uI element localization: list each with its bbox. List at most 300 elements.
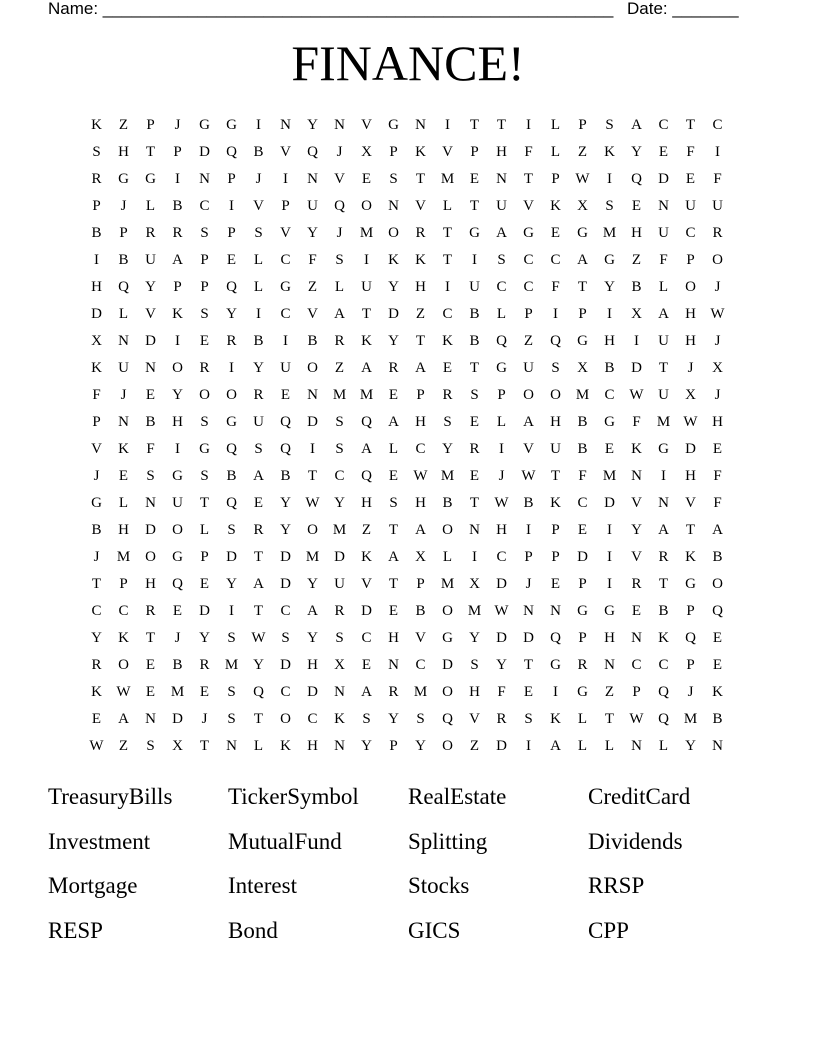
grid-letter: Q xyxy=(226,279,237,295)
grid-letter: I xyxy=(229,360,234,376)
grid-letter: G xyxy=(685,576,696,592)
grid-letter: S xyxy=(362,711,371,727)
word-list-item: MutualFund xyxy=(228,828,342,854)
grid-letter: I xyxy=(310,441,315,457)
grid-letter: E xyxy=(280,387,291,403)
grid-letter: P xyxy=(551,171,560,187)
grid-letter: T xyxy=(415,333,426,349)
grid-letter: V xyxy=(334,171,345,187)
grid-letter: N xyxy=(712,738,723,754)
grid-letter: O xyxy=(712,252,723,268)
grid-letter: M xyxy=(305,549,320,565)
grid-letter: J xyxy=(174,630,181,646)
grid-letter: I xyxy=(607,522,612,538)
word-list-item: TickerSymbol xyxy=(228,784,359,809)
grid-letter: F xyxy=(551,279,560,295)
grid-letter: S xyxy=(281,630,290,646)
grid-letter: L xyxy=(388,441,399,457)
word-list-item: Interest xyxy=(228,873,297,898)
grid-letter: J xyxy=(336,225,343,241)
grid-letter: A xyxy=(361,441,372,457)
grid-letter: S xyxy=(605,198,614,214)
grid-letter: D xyxy=(226,549,237,565)
grid-letter: J xyxy=(525,576,532,592)
grid-letter: P xyxy=(470,144,479,160)
grid-letter: X xyxy=(334,657,345,673)
grid-letter: Y xyxy=(199,630,210,646)
grid-letter: A xyxy=(496,225,507,241)
grid-letter: O xyxy=(685,279,696,295)
grid-letter: S xyxy=(524,711,533,727)
grid-letter: H xyxy=(604,333,615,349)
grid-letter: F xyxy=(686,144,695,160)
grid-letter: T xyxy=(442,225,453,241)
grid-letter: L xyxy=(442,198,453,214)
grid-letter: J xyxy=(714,279,721,295)
word-list-item: CreditCard xyxy=(588,784,691,809)
grid-letter: Q xyxy=(685,630,696,646)
grid-letter: X xyxy=(712,360,723,376)
grid-letter: B xyxy=(118,252,129,268)
grid-letter: M xyxy=(440,171,455,187)
grid-letter: S xyxy=(254,441,263,457)
grid-letter: M xyxy=(413,684,428,700)
grid-letter: O xyxy=(145,549,156,565)
grid-letter: E xyxy=(523,684,534,700)
grid-letter: C xyxy=(496,279,507,295)
grid-letter: K xyxy=(631,441,642,457)
grid-letter: E xyxy=(199,684,210,700)
grid-letter: F xyxy=(632,414,641,430)
grid-letter: B xyxy=(172,198,183,214)
grid-letter: M xyxy=(656,414,671,430)
grid-letter: M xyxy=(683,711,698,727)
grid-letter: G xyxy=(604,414,615,430)
grid-letter: H xyxy=(91,279,102,295)
grid-letter: X xyxy=(685,387,696,403)
grid-letter: G xyxy=(199,441,210,457)
grid-letter: I xyxy=(283,171,288,187)
grid-letter: S xyxy=(92,144,101,160)
grid-letter: H xyxy=(685,306,696,322)
grid-letter: V xyxy=(91,441,102,457)
grid-letter: U xyxy=(145,252,156,268)
grid-letter: D xyxy=(307,684,318,700)
grid-letter: E xyxy=(145,657,156,673)
grid-letter: Y xyxy=(361,738,372,754)
grid-letter: I xyxy=(175,171,180,187)
grid-letter: I xyxy=(607,171,612,187)
grid-letter: E xyxy=(469,171,480,187)
grid-letter: C xyxy=(712,117,723,133)
grid-letter: X xyxy=(415,549,426,565)
grid-letter: O xyxy=(172,360,183,376)
grid-letter: B xyxy=(631,279,642,295)
grid-letter: H xyxy=(550,414,561,430)
grid-letter: O xyxy=(550,387,561,403)
grid-letter: J xyxy=(687,684,694,700)
grid-letter: S xyxy=(200,306,209,322)
grid-letter: E xyxy=(388,603,399,619)
grid-letter: P xyxy=(227,225,236,241)
grid-letter: T xyxy=(577,279,588,295)
grid-letter: I xyxy=(553,306,558,322)
grid-letter: R xyxy=(334,333,345,349)
grid-letter: M xyxy=(224,657,239,673)
grid-letter: N xyxy=(388,198,399,214)
grid-letter: Z xyxy=(577,144,588,160)
grid-letter: Q xyxy=(334,198,345,214)
grid-letter: K xyxy=(550,711,561,727)
grid-letter: H xyxy=(415,495,426,511)
grid-letter: W xyxy=(251,630,266,646)
grid-letter: R xyxy=(388,360,399,376)
grid-letter: P xyxy=(119,225,128,241)
grid-letter: J xyxy=(93,549,100,565)
grid-letter: Y xyxy=(253,360,264,376)
grid-letter: N xyxy=(145,360,156,376)
grid-letter: G xyxy=(577,684,588,700)
grid-letter: V xyxy=(685,495,696,511)
grid-letter: H xyxy=(145,576,156,592)
grid-letter: R xyxy=(388,684,399,700)
grid-letter: F xyxy=(578,468,587,484)
grid-letter: X xyxy=(361,144,372,160)
grid-letter: Q xyxy=(658,711,669,727)
grid-letter: N xyxy=(658,495,669,511)
grid-letter: B xyxy=(226,468,237,484)
grid-letter: J xyxy=(120,198,127,214)
grid-letter: P xyxy=(227,171,236,187)
grid-letter: D xyxy=(334,549,345,565)
grid-letter: P xyxy=(200,279,209,295)
grid-letter: E xyxy=(145,387,156,403)
grid-letter: V xyxy=(145,306,156,322)
grid-letter: Y xyxy=(388,333,399,349)
grid-letter: Y xyxy=(496,657,507,673)
grid-letter: B xyxy=(577,441,588,457)
grid-letter: Z xyxy=(415,306,426,322)
grid-letter: H xyxy=(388,630,399,646)
grid-letter: S xyxy=(605,117,614,133)
grid-letter: D xyxy=(361,603,372,619)
grid-letter: V xyxy=(469,711,480,727)
grid-letter: H xyxy=(172,414,183,430)
grid-letter: L xyxy=(658,738,669,754)
grid-letter: E xyxy=(712,657,723,673)
grid-letter: W xyxy=(521,468,536,484)
grid-letter: E xyxy=(253,495,264,511)
grid-letter: J xyxy=(201,711,208,727)
grid-letter: F xyxy=(524,144,533,160)
grid-letter: S xyxy=(416,711,425,727)
grid-letter: H xyxy=(685,468,696,484)
grid-letter: U xyxy=(280,360,291,376)
grid-letter: L xyxy=(496,306,507,322)
grid-letter: Y xyxy=(415,738,426,754)
grid-letter: Q xyxy=(226,441,237,457)
grid-letter: V xyxy=(442,144,453,160)
grid-letter: H xyxy=(496,144,507,160)
grid-letter: N xyxy=(199,171,210,187)
grid-letter: D xyxy=(523,630,534,646)
grid-letter: M xyxy=(359,387,374,403)
grid-letter: N xyxy=(280,117,291,133)
word-list-item: RealEstate xyxy=(408,784,507,809)
grid-letter: R xyxy=(91,657,102,673)
grid-letter: S xyxy=(200,225,209,241)
grid-letter: G xyxy=(91,495,102,511)
grid-letter: F xyxy=(497,684,506,700)
grid-letter: I xyxy=(229,603,234,619)
grid-letter: S xyxy=(254,225,263,241)
grid-letter: P xyxy=(686,252,695,268)
grid-letter: J xyxy=(120,387,127,403)
grid-letter: Q xyxy=(253,684,264,700)
grid-letter: E xyxy=(172,603,183,619)
grid-letter: U xyxy=(334,576,345,592)
grid-letter: U xyxy=(658,225,669,241)
grid-letter: F xyxy=(713,495,722,511)
word-list-item: Mortgage xyxy=(48,873,138,898)
grid-letter: T xyxy=(253,549,264,565)
grid-letter: L xyxy=(658,279,669,295)
grid-letter: C xyxy=(415,441,426,457)
word-list-item: Dividends xyxy=(588,828,683,854)
grid-letter: A xyxy=(361,684,372,700)
grid-letter: D xyxy=(199,603,210,619)
grid-letter: C xyxy=(280,306,291,322)
grid-letter: U xyxy=(496,198,507,214)
grid-letter: H xyxy=(712,414,723,430)
grid-letter: B xyxy=(712,711,723,727)
grid-letter: P xyxy=(578,306,587,322)
grid-letter: L xyxy=(550,144,561,160)
grid-letter: Y xyxy=(307,117,318,133)
grid-letter: X xyxy=(577,198,588,214)
grid-letter: N xyxy=(118,333,129,349)
grid-letter: F xyxy=(713,171,722,187)
grid-letter: G xyxy=(604,603,615,619)
grid-letter: G xyxy=(523,225,534,241)
grid-letter: T xyxy=(469,495,480,511)
grid-letter: H xyxy=(415,279,426,295)
grid-letter: T xyxy=(253,603,264,619)
grid-letter: W xyxy=(710,306,725,322)
grid-letter: Y xyxy=(145,279,156,295)
grid-letter: Y xyxy=(388,711,399,727)
grid-letter: S xyxy=(146,738,155,754)
grid-letter: C xyxy=(199,198,210,214)
grid-letter: P xyxy=(524,306,533,322)
word-list-item: RRSP xyxy=(588,873,645,898)
grid-letter: K xyxy=(388,252,399,268)
grid-letter: O xyxy=(226,387,237,403)
grid-letter: R xyxy=(712,225,723,241)
grid-letter: X xyxy=(631,306,642,322)
grid-letter: M xyxy=(116,549,131,565)
grid-letter: G xyxy=(604,252,615,268)
grid-letter: Y xyxy=(280,495,291,511)
grid-letter: P xyxy=(686,603,695,619)
grid-letter: Y xyxy=(469,630,480,646)
grid-letter: E xyxy=(712,630,723,646)
grid-letter: K xyxy=(550,198,561,214)
grid-letter: Y xyxy=(442,441,453,457)
grid-letter: P xyxy=(173,279,182,295)
grid-letter: S xyxy=(389,495,398,511)
grid-letter: D xyxy=(145,522,156,538)
grid-letter: I xyxy=(94,252,99,268)
grid-letter: Y xyxy=(631,522,642,538)
grid-letter: G xyxy=(577,333,588,349)
grid-letter: L xyxy=(199,522,210,538)
grid-letter: H xyxy=(631,225,642,241)
grid-letter: E xyxy=(91,711,102,727)
grid-letter: H xyxy=(118,522,129,538)
grid-letter: A xyxy=(253,468,264,484)
grid-letter: G xyxy=(118,171,129,187)
grid-letter: C xyxy=(631,657,642,673)
grid-letter: K xyxy=(361,333,372,349)
grid-letter: B xyxy=(91,522,102,538)
grid-letter: V xyxy=(631,495,642,511)
grid-letter: E xyxy=(550,225,561,241)
grid-letter: E xyxy=(199,576,210,592)
grid-letter: O xyxy=(280,711,291,727)
grid-letter: E xyxy=(604,441,615,457)
grid-letter: Q xyxy=(550,333,561,349)
grid-letter: C xyxy=(118,603,129,619)
grid-letter: T xyxy=(469,360,480,376)
grid-letter: K xyxy=(604,144,615,160)
grid-letter: D xyxy=(604,495,615,511)
grid-letter: W xyxy=(413,468,428,484)
grid-letter: D xyxy=(577,549,588,565)
grid-letter: K xyxy=(280,738,291,754)
grid-letter: E xyxy=(118,468,129,484)
grid-letter: D xyxy=(172,711,183,727)
grid-letter: F xyxy=(308,252,317,268)
grid-letter: U xyxy=(361,279,372,295)
grid-letter: Q xyxy=(442,711,453,727)
grid-letter: I xyxy=(715,144,720,160)
grid-letter: V xyxy=(415,198,426,214)
grid-letter: P xyxy=(92,198,101,214)
grid-letter: F xyxy=(92,387,101,403)
grid-letter: Q xyxy=(226,144,237,160)
grid-letter: S xyxy=(335,441,344,457)
grid-letter: O xyxy=(388,225,399,241)
grid-letter: X xyxy=(91,333,102,349)
grid-letter: Z xyxy=(361,522,372,538)
grid-letter: J xyxy=(93,468,100,484)
grid-letter: P xyxy=(173,144,182,160)
grid-letter: S xyxy=(443,414,452,430)
header xyxy=(48,0,748,20)
grid-letter: C xyxy=(658,657,669,673)
grid-letter: C xyxy=(685,225,696,241)
grid-letter: K xyxy=(550,495,561,511)
grid-letter: R xyxy=(334,603,345,619)
grid-letter: H xyxy=(307,738,318,754)
grid-letter: E xyxy=(577,522,588,538)
grid-letter: S xyxy=(227,522,236,538)
grid-letter: R xyxy=(253,387,264,403)
grid-letter: C xyxy=(91,603,102,619)
grid-letter: G xyxy=(199,117,210,133)
grid-letter: L xyxy=(577,711,588,727)
grid-letter: X xyxy=(577,360,588,376)
grid-letter: R xyxy=(253,522,264,538)
grid-letter: Y xyxy=(334,495,345,511)
grid-letter: E xyxy=(550,576,561,592)
grid-letter: J xyxy=(336,144,343,160)
grid-letter: U xyxy=(658,387,669,403)
grid-letter: M xyxy=(359,225,374,241)
grid-letter: Q xyxy=(658,684,669,700)
grid-letter: W xyxy=(305,495,320,511)
grid-letter: B xyxy=(469,333,480,349)
grid-letter: L xyxy=(118,306,129,322)
grid-letter: J xyxy=(714,387,721,403)
grid-letter: N xyxy=(388,657,399,673)
grid-letter: S xyxy=(335,414,344,430)
grid-letter: Q xyxy=(496,333,507,349)
grid-letter: U xyxy=(469,279,480,295)
grid-letter: O xyxy=(442,522,453,538)
grid-letter: P xyxy=(92,414,101,430)
grid-letter: P xyxy=(200,252,209,268)
grid-letter: S xyxy=(335,252,344,268)
grid-letter: R xyxy=(199,657,210,673)
grid-letter: J xyxy=(687,360,694,376)
grid-letter: V xyxy=(523,198,534,214)
grid-letter: E xyxy=(226,252,237,268)
grid-letter: U xyxy=(523,360,534,376)
grid-letter: I xyxy=(445,279,450,295)
word-list-item: Stocks xyxy=(408,873,470,898)
grid-letter: T xyxy=(361,306,372,322)
grid-letter: G xyxy=(388,117,399,133)
grid-letter: H xyxy=(307,657,318,673)
grid-letter: Q xyxy=(118,279,129,295)
grid-letter: Z xyxy=(523,333,534,349)
grid-letter: O xyxy=(523,387,534,403)
grid-letter: K xyxy=(685,549,696,565)
grid-letter: P xyxy=(281,198,290,214)
grid-letter: I xyxy=(607,549,612,565)
grid-letter: D xyxy=(280,657,291,673)
grid-letter: I xyxy=(472,549,477,565)
grid-letter: Q xyxy=(226,495,237,511)
grid-letter: N xyxy=(469,522,480,538)
grid-letter: W xyxy=(494,495,509,511)
grid-letter: Y xyxy=(604,279,615,295)
grid-letter: R xyxy=(199,360,210,376)
grid-letter: V xyxy=(361,576,372,592)
grid-letter: B xyxy=(91,225,102,241)
grid-letter: I xyxy=(364,252,369,268)
grid-letter: I xyxy=(175,333,180,349)
grid-letter: Q xyxy=(361,468,372,484)
word-list-item: TreasuryBills xyxy=(48,784,173,809)
grid-letter: K xyxy=(91,360,102,376)
grid-letter: K xyxy=(334,711,345,727)
grid-letter: S xyxy=(200,414,209,430)
grid-letter: M xyxy=(332,387,347,403)
grid-letter: K xyxy=(172,306,183,322)
